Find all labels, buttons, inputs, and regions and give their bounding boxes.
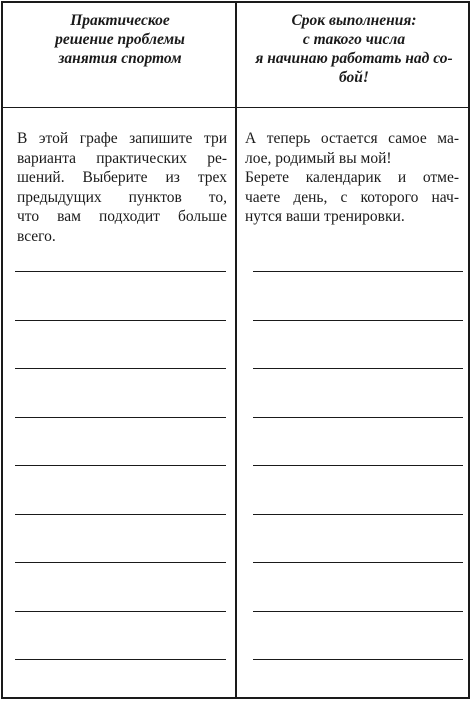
worksheet-table [1,1,470,699]
right-body-line: А теперь остается самое ма- [245,130,459,147]
right-body-line: нутся ваши тренировки. [245,208,405,225]
left-header-line: Практическое [70,12,170,29]
left-writing-line[interactable] [15,465,226,466]
left-body-line: что вам подходит больше [17,208,227,225]
header-divider [3,107,468,108]
right-body-line: лое, родимый вы мой! [245,149,392,167]
left-writing-line[interactable] [15,271,226,272]
right-column-instructions [245,129,459,227]
left-column-instructions [17,129,227,246]
left-body-line: варианта практических ре- [17,149,227,167]
right-writing-line[interactable] [253,271,463,272]
left-writing-line[interactable] [15,611,226,612]
right-header-line: с такого числа [302,31,406,48]
left-body-line: шений. Выберите из трех [17,169,227,186]
right-header-line: я начинаю работать над со- [255,50,453,67]
right-writing-line[interactable] [253,514,463,515]
right-header-line: Срок выполнения: [291,12,417,29]
left-writing-line[interactable] [15,562,226,563]
left-writing-line[interactable] [15,659,226,660]
right-header-line: бой! [339,69,369,86]
left-column-header [13,11,227,103]
right-body-line: чаете день, с которого нач- [245,188,459,206]
left-header-line: занятия спортом [58,50,182,67]
left-writing-line[interactable] [15,368,226,369]
left-header-line: решение проблемы [55,31,185,48]
left-writing-line[interactable] [15,417,226,418]
right-writing-line[interactable] [253,465,463,466]
right-body-line: Берете календарик и отме- [245,169,459,186]
right-writing-line[interactable] [253,611,463,612]
left-writing-line[interactable] [15,514,226,515]
right-writing-line[interactable] [253,562,463,563]
right-writing-line[interactable] [253,368,463,369]
right-writing-line[interactable] [253,320,463,321]
left-body-line: всего. [17,227,56,245]
right-writing-line[interactable] [253,417,463,418]
right-column-header [243,11,465,103]
right-writing-line[interactable] [253,659,463,660]
left-body-line: предыдущих пунктов то, [17,188,227,206]
left-writing-line[interactable] [15,320,226,321]
left-body-line: В этой графе запишите три [17,130,227,147]
